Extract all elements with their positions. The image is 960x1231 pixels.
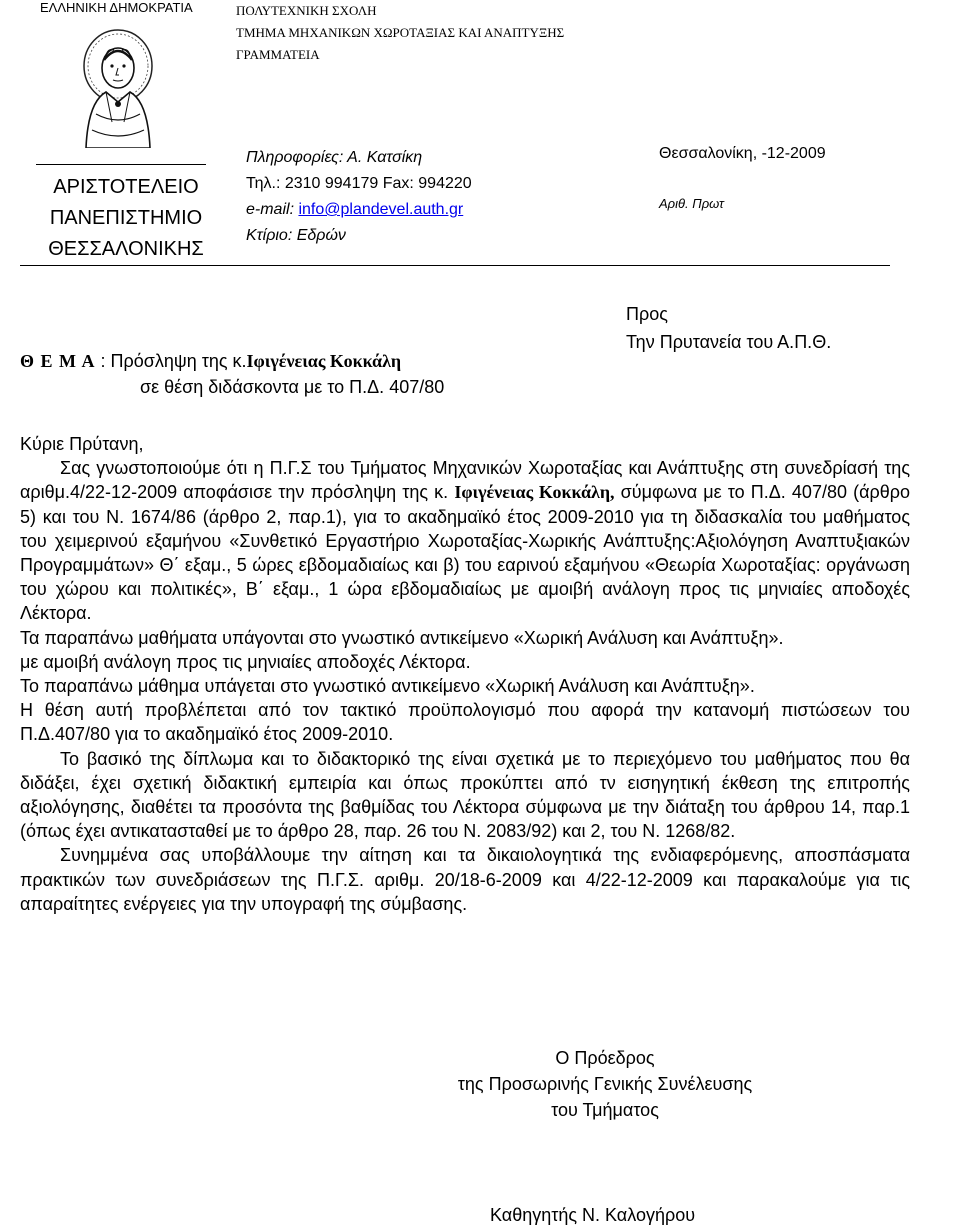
email-label: e-mail: bbox=[246, 201, 299, 218]
school-header bbox=[236, 0, 564, 66]
university-name bbox=[20, 172, 232, 265]
protocol-number: Αριθ. Πρωτ bbox=[659, 196, 724, 211]
paragraph: Συνημμένα σας υποβάλλουμε την αίτηση και τα δικαιολογητικά της ενδιαφερόμενης, αποσπάσματα πρακτικών των συνεδριάσεων της Π.Γ.Σ. αριθμ. 20/18-6-2009 και 4/22-12-2009 και παρακαλούμε για τις απαραίτητες ενέργειες για την υπογραφή της σύμβασης. bbox=[20, 845, 910, 914]
signature-title: Ο Πρόεδρος bbox=[555, 1048, 655, 1068]
university-top-rule bbox=[36, 164, 206, 165]
header-divider bbox=[20, 265, 890, 266]
contact-block bbox=[246, 145, 472, 249]
signatory-name: Καθηγητής Ν. Καλογήρου bbox=[490, 1205, 696, 1225]
email-line bbox=[246, 197, 472, 223]
email-link[interactable]: info@plandevel.auth.gr bbox=[298, 201, 464, 218]
signature-department: του Τμήματος bbox=[551, 1100, 659, 1120]
recipient bbox=[626, 300, 831, 356]
person-name: Ιφιγένειας Κοκκάλη, bbox=[454, 482, 615, 503]
university-line: ΘΕΣΣΑΛΟΝΙΚΗΣ bbox=[48, 238, 204, 260]
building-line: Κτίριο: Εδρών bbox=[246, 227, 346, 244]
paragraph-text: Σας γνωστοποιούμε ότι η Π.Γ.Σ του Τμήματος Μηχανικών Χωροταξίας και Ανάπτυξης στη συνεδρίασή της αριθμ.4/22-12-2009 αποφάσισε την πρόσληψη της κ. bbox=[20, 458, 910, 503]
recipient-name: Την Πρυτανεία του Α.Π.Θ. bbox=[626, 332, 832, 352]
signature-block bbox=[430, 1045, 780, 1123]
university-line: ΑΡΙΣΤΟΤΕΛΕΙΟ bbox=[53, 176, 199, 198]
info-line: Πληροφορίες: Α. Κατσίκη bbox=[246, 149, 423, 166]
paragraph: με αμοιβή ανάλογη προς τις μηνιαίες αποδοχές Λέκτορα. bbox=[20, 651, 471, 672]
subject-person: Ιφιγένειας Κοκκάλη bbox=[246, 351, 402, 371]
paragraph-text: σύμφωνα με το Π.Δ. 407/80 (άρθρο 5) και του Ν. 1674/86 (άρθρο 2, παρ.1), για το ακαδημαϊκό έτος 2009-2010 για τη διδασκαλία του μαθήματος του χειμερινού εξαμήνου «Συνθετικό Εργαστήριο Χωροταξίας-Χωρικής Ανάπτυξης:Αξιολόγηση Αναπτυξιακών Προγραμμάτων» Θ΄ εξαμ., 5 ώρες εβδομαδιαίως και β) του εαρινού εξαμήνου «Θεωρία Χωροταξίας: οργάνωση του χώρου και πολιτικές», Β΄ εξαμ., 1 ώρα εβδομαδιαίως με αμοιβή ανάλογη προς τις μηνιαίες αποδοχές Λέκτορα. bbox=[20, 482, 911, 624]
secretariat-line: ΓΡΑΜΜΑΤΕΙΑ bbox=[236, 47, 320, 62]
subject-label: Θ Ε Μ Α bbox=[20, 351, 96, 371]
aristotle-seal-icon bbox=[68, 26, 168, 148]
paragraph: Τα παραπάνω μαθήματα υπάγονται στο γνωστικό αντικείμενο «Χωρική Ανάλυση και Ανάπτυξη». bbox=[20, 627, 784, 648]
place-date: Θεσσαλονίκη, -12-2009 bbox=[659, 145, 826, 162]
salutation: Κύριε Πρύτανη, bbox=[20, 434, 144, 454]
paragraph: Η θέση αυτή προβλέπεται από τον τακτικό προϋπολογισμό που αφορά την κατανομή πιστώσεων του Π.Δ.407/80 για το ακαδημαϊκό έτος 2009-2010. bbox=[20, 700, 910, 745]
subject bbox=[20, 348, 444, 400]
paragraph: Το παραπάνω μάθημα υπάγεται στο γνωστικό αντικείμενο «Χωρική Ανάλυση και Ανάπτυξη». bbox=[20, 676, 755, 697]
paragraph bbox=[20, 456, 910, 625]
country-header: ΕΛΛΗΝΙΚΗ ΔΗΜΟΚΡΑΤΙΑ bbox=[40, 0, 193, 15]
university-line: ΠΑΝΕΠΙΣΤΗΜΙΟ bbox=[49, 207, 203, 229]
subject-line2: σε θέση διδάσκοντα με το Π.Δ. 407/80 bbox=[140, 377, 445, 397]
school-line: ΠΟΛΥΤΕΧΝΙΚΗ ΣΧΟΛΗ bbox=[236, 3, 377, 18]
paragraph: Το βασικό της δίπλωμα και το διδακτορικό της είναι σχετικά με το περιεχόμενο του μαθήματος που θα διδάξει, έχει σχετική διδακτική εμπειρία και όπως προκύπτει από τν εισηγητική έκθεση της επιτροπής αξιολόγησης, διαθέτει τα προσόντα της βαθμίδας του Λέκτορα σύμφωνα με την διάταξη του άρθρου 14, παρ.1 (όπως έχει αντικατασταθεί με το άρθρο 28, παρ. 26 του Ν. 2083/92) και 2, του Ν. 1268/82. bbox=[20, 748, 910, 842]
subject-text: : Πρόσληψη της κ. bbox=[95, 351, 247, 371]
department-line: ΤΜΗΜΑ ΜΗΧΑΝΙΚΩΝ ΧΩΡΟΤΑΞΙΑΣ ΚΑΙ ΑΝΑΠΤΥΞΗΣ bbox=[236, 25, 565, 40]
letter-body bbox=[20, 432, 910, 916]
signature-body: της Προσωρινής Γενικής Συνέλευσης bbox=[457, 1074, 753, 1094]
recipient-prefix: Προς bbox=[626, 304, 668, 324]
tel-line: Τηλ.: 2310 994179 Fax: 994220 bbox=[246, 175, 472, 192]
